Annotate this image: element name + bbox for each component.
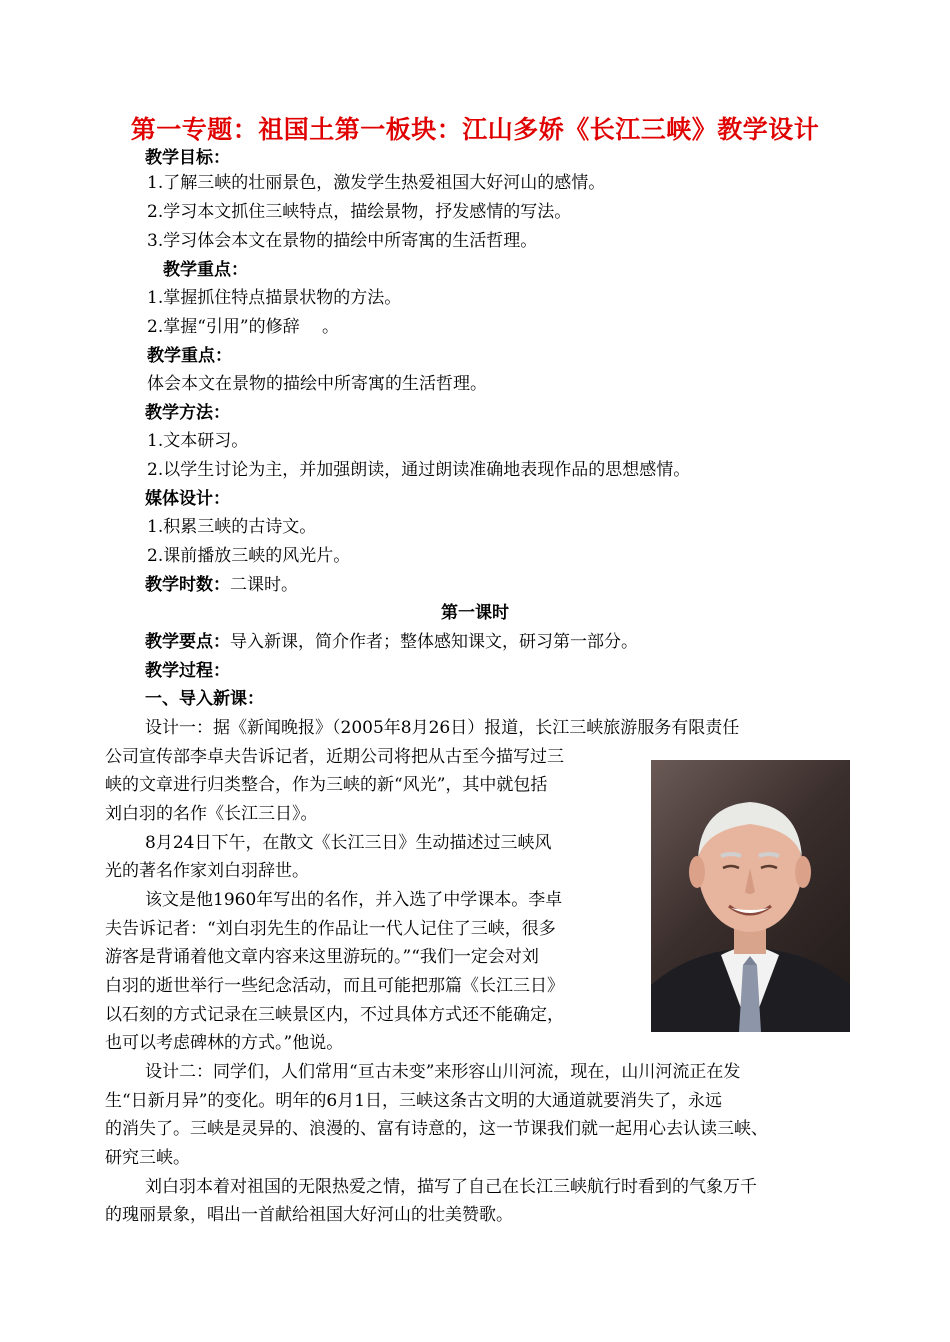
body-line: 峡的文章进行归类整合，作为三峡的新“风光”，其中就包括 xyxy=(105,775,548,795)
lesson-points-label: 教学要点： xyxy=(145,632,230,652)
body-line: 的瑰丽景象，唱出一首献给祖国大好河山的壮美赞歌。 xyxy=(105,1205,513,1225)
body-line: 以石刻的方式记录在三峡景区内，不过具体方式还不能确定， xyxy=(105,1005,564,1025)
key-point-item: 2.掌握“引用”的修辞 。 xyxy=(147,317,340,337)
body-line: 设计二：同学们，人们常用“亘古未变”来形容山川河流，现在，山川河流正在发 xyxy=(145,1062,741,1082)
goal-item: 3.学习体会本文在景物的描绘中所寄寓的生活哲理。 xyxy=(147,231,538,251)
body-line: 该文是他1960年写出的名作，并入选了中学课本。李卓 xyxy=(145,890,563,910)
key-points-heading: 教学重点： xyxy=(163,260,248,280)
difficult-point-item: 体会本文在景物的描绘中所寄寓的生活哲理。 xyxy=(147,374,487,394)
portrait-illustration xyxy=(651,760,850,1032)
document-title: 第一专题：祖国土第一板块：江山多娇《长江三峡》教学设计 xyxy=(130,115,820,144)
methods-heading: 教学方法： xyxy=(145,403,230,423)
method-item: 1.文本研习。 xyxy=(147,431,249,451)
body-line: 研究三峡。 xyxy=(105,1148,190,1168)
teaching-hours xyxy=(145,574,298,596)
difficult-points-heading: 教学重点： xyxy=(147,346,232,366)
body-line: 刘白羽本着对祖国的无限热爱之情，描写了自己在长江三峡航行时看到的气象万千 xyxy=(145,1177,757,1197)
media-heading: 媒体设计： xyxy=(145,489,230,509)
body-line: 8月24日下午，在散文《长江三日》生动描述过三峡风 xyxy=(145,833,552,853)
body-line: 游客是背诵着他文章内容来这里游玩的。”“我们一定会对刘 xyxy=(105,947,539,967)
intro-heading: 一、导入新课： xyxy=(145,689,264,709)
teaching-hours-value: 二课时。 xyxy=(230,575,298,595)
body-line: 的消失了。三峡是灵异的、浪漫的、富有诗意的，这一节课我们就一起用心去认读三峡、 xyxy=(105,1119,768,1139)
lesson-title: 第一课时 xyxy=(441,603,509,623)
goals-heading: 教学目标： xyxy=(145,148,230,168)
body-line: 刘白羽的名作《长江三日》。 xyxy=(105,804,318,824)
author-portrait-photo xyxy=(651,760,850,1032)
method-item: 2.以学生讨论为主，并加强朗读，通过朗读准确地表现作品的思想感情。 xyxy=(147,460,691,480)
lesson-points xyxy=(145,631,638,653)
goal-item: 1.了解三峡的壮丽景色，激发学生热爱祖国大好河山的感情。 xyxy=(147,173,606,193)
process-heading: 教学过程： xyxy=(145,661,230,681)
body-line: 白羽的逝世举行一些纪念活动，而且可能把那篇《长江三日》 xyxy=(105,976,564,996)
lesson-points-value: 导入新课，简介作者；整体感知课文，研习第一部分。 xyxy=(230,632,638,652)
body-line: 夫告诉记者：“刘白羽先生的作品让一代人记住了三峡，很多 xyxy=(105,919,556,939)
media-item: 1.积累三峡的古诗文。 xyxy=(147,517,317,537)
goal-item: 2.学习本文抓住三峡特点，描绘景物，抒发感情的写法。 xyxy=(147,202,572,222)
body-line: 光的著名作家刘白羽辞世。 xyxy=(105,861,309,881)
body-line: 生“日新月异”的变化。明年的6月1日，三峡这条古文明的大通道就要消失了，永远 xyxy=(105,1091,723,1111)
teaching-hours-label: 教学时数： xyxy=(145,575,230,595)
key-point-item: 1.掌握抓住特点描景状物的方法。 xyxy=(147,288,402,308)
body-line: 公司宣传部李卓夫告诉记者，近期公司将把从古至今描写过三 xyxy=(105,747,564,767)
body-line: 也可以考虑碑林的方式。”他说。 xyxy=(105,1033,344,1053)
body-line: 设计一：据《新闻晚报》（2005年8月26日）报道，长江三峡旅游服务有限责任 xyxy=(145,718,740,738)
media-item: 2.课前播放三峡的风光片。 xyxy=(147,546,351,566)
